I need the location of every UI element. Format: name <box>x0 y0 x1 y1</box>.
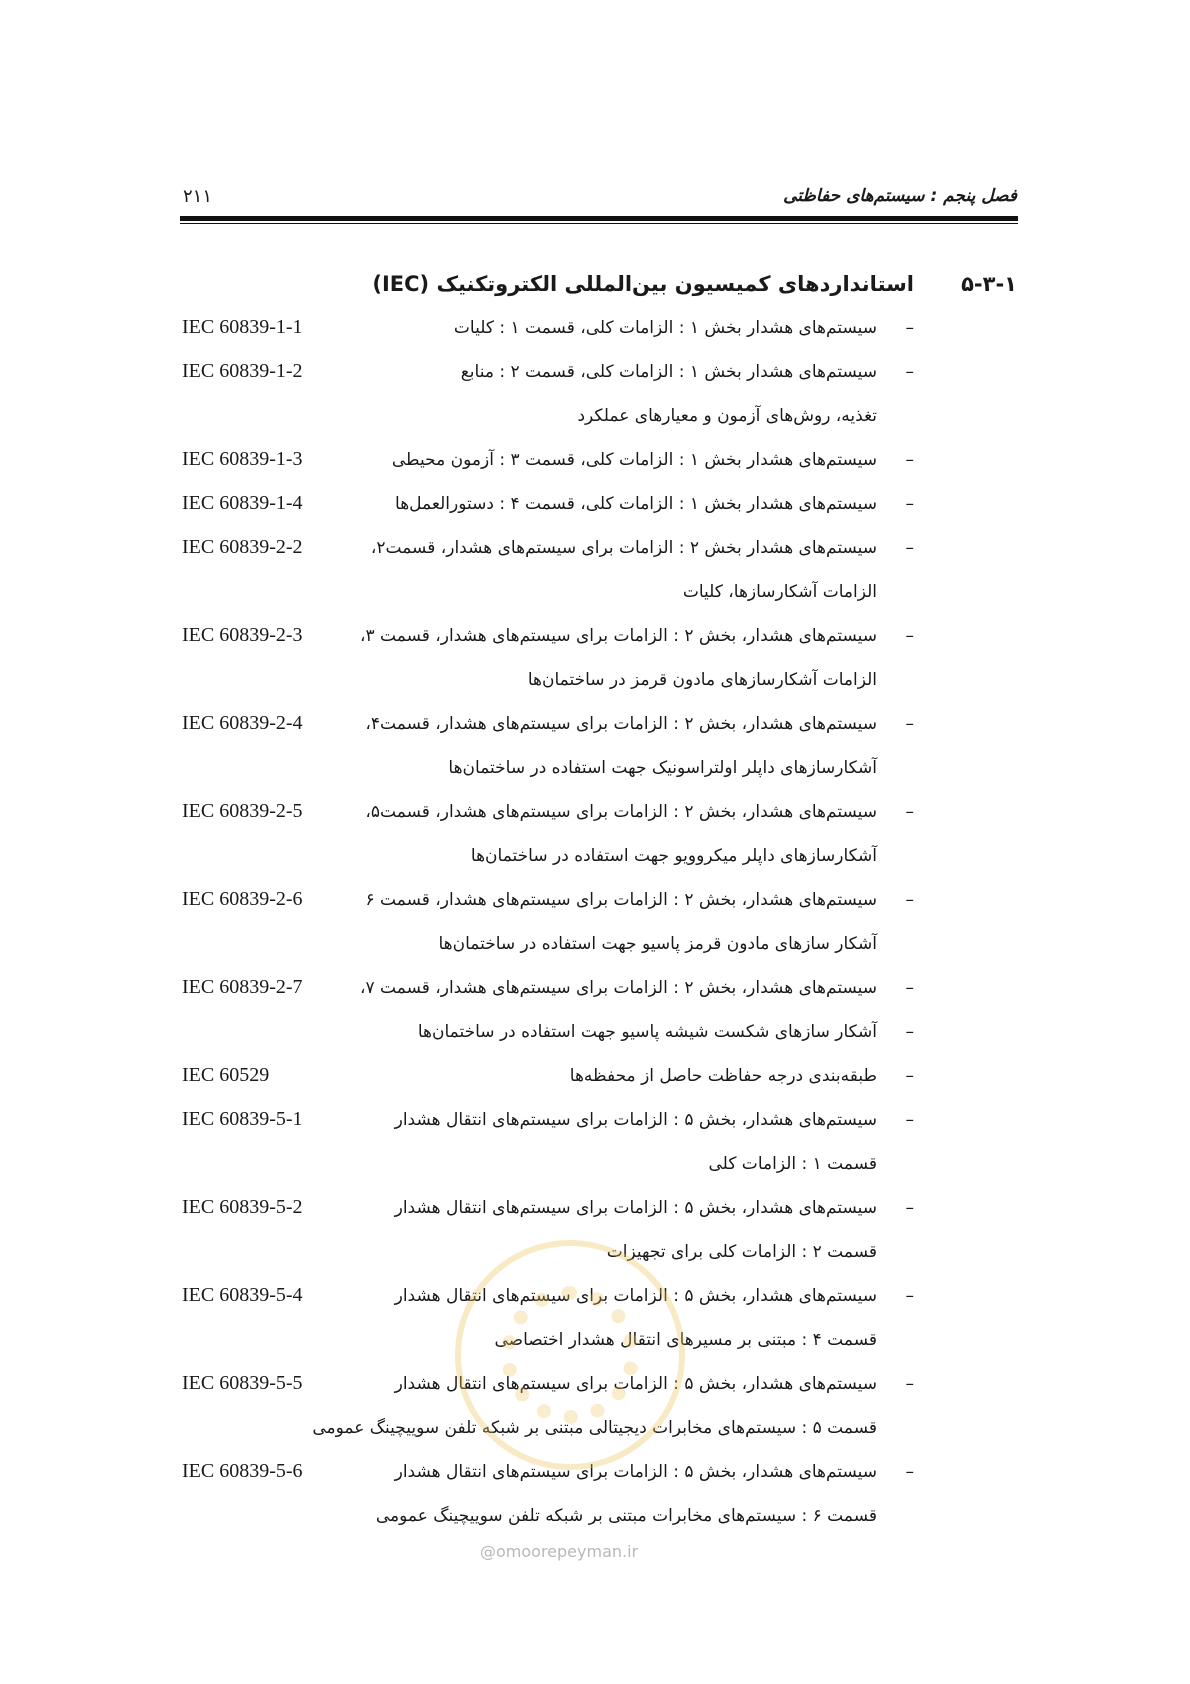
standard-title-line: الزامات آشکارسازهای مادون قرمز در ساختمان‌ها <box>527 670 877 690</box>
standard-title-line: آشکارسازهای داپلر میکروویو جهت استفاده در ساختمان‌ها <box>470 846 877 866</box>
section-number: ۵-۳-۱ <box>961 272 1017 296</box>
watermark-text: @omoorepeyman.ir <box>480 1542 639 1561</box>
standard-title-line: سیستم‌های هشدار، بخش ۲ : الزامات برای سیستم‌های هشدار، قسمت ۳، <box>360 626 877 646</box>
standard-title-line: سیستم‌های هشدار، بخش ۵ : الزامات برای سیستم‌های انتقال هشدار <box>394 1374 877 1394</box>
standard-title-line: سیستم‌های هشدار، بخش ۲ : الزامات برای سیستم‌های هشدار، قسمت۵، <box>365 802 877 822</box>
standard-title-line: قسمت ۶ : سیستم‌های مخابرات مبتنی بر شبکه تلفن سوییچینگ عمومی <box>375 1506 877 1526</box>
standard-code: IEC 60839-2-2 <box>182 536 303 558</box>
list-bullet: – <box>905 538 914 558</box>
standard-title-line: قسمت ۵ : سیستم‌های مخابرات دیجیتالی مبتنی بر شبکه تلفن سوییچینگ عمومی <box>312 1418 877 1438</box>
standard-code: IEC 60839-5-6 <box>182 1460 303 1482</box>
page-number: ۲۱۱ <box>183 186 213 207</box>
standard-title-line: سیستم‌های هشدار بخش ۱ : الزامات کلی، قسمت ۲ : منابع <box>460 362 877 382</box>
header-rule-thick <box>180 216 1018 221</box>
standard-code: IEC 60839-2-4 <box>182 712 303 734</box>
list-bullet: – <box>905 450 914 470</box>
list-bullet: – <box>905 494 914 514</box>
standard-code: IEC 60839-5-5 <box>182 1372 303 1394</box>
list-bullet: – <box>905 362 914 382</box>
standard-title-line: سیستم‌های هشدار، بخش ۵ : الزامات برای سیستم‌های انتقال هشدار <box>394 1462 877 1482</box>
standard-title-line: سیستم‌های هشدار، بخش ۵ : الزامات برای سیستم‌های انتقال هشدار <box>394 1198 877 1218</box>
running-header-title: فصل پنجم : سیستم‌های حفاظتی <box>783 186 1017 206</box>
standard-title-line: سیستم‌های هشدار بخش ۲ : الزامات برای سیستم‌های هشدار، قسمت۲، <box>370 538 877 558</box>
standard-title-line: سیستم‌های هشدار، بخش ۲ : الزامات برای سیستم‌های هشدار، قسمت ۶ <box>365 890 877 910</box>
standard-code: IEC 60839-1-2 <box>182 360 303 382</box>
standard-code: IEC 60839-1-4 <box>182 492 303 514</box>
standard-code: IEC 60839-5-4 <box>182 1284 303 1306</box>
list-bullet: – <box>905 1110 914 1130</box>
list-bullet: – <box>905 1022 914 1042</box>
list-bullet: – <box>905 978 914 998</box>
standard-title-line: سیستم‌های هشدار، بخش ۲ : الزامات برای سیستم‌های هشدار، قسمت ۷، <box>360 978 877 998</box>
standard-title-line: سیستم‌های هشدار، بخش ۵ : الزامات برای سیستم‌های انتقال هشدار <box>394 1110 877 1130</box>
list-bullet: – <box>905 714 914 734</box>
standard-title-line: قسمت ۴ : مبتنی بر مسیرهای انتقال هشدار اختصاصی <box>494 1330 877 1350</box>
standard-title-line: سیستم‌های هشدار بخش ۱ : الزامات کلی، قسمت ۴ : دستورالعمل‌ها <box>395 494 877 514</box>
standard-code: IEC 60529 <box>182 1064 270 1086</box>
standard-title-line: الزامات آشکارسازها، کلیات <box>682 582 877 602</box>
standard-title-line: سیستم‌های هشدار، بخش ۵ : الزامات برای سیستم‌های انتقال هشدار <box>394 1286 877 1306</box>
standard-title-line: سیستم‌های هشدار، بخش ۲ : الزامات برای سیستم‌های هشدار، قسمت۴، <box>365 714 877 734</box>
list-bullet: – <box>905 1198 914 1218</box>
watermark-seal-icon <box>455 1240 685 1470</box>
standard-code: IEC 60839-2-3 <box>182 624 303 646</box>
standard-title-line: سیستم‌های هشدار بخش ۱ : الزامات کلی، قسمت ۳ : آزمون محیطی <box>391 450 877 470</box>
standard-title-line: آشکار سازهای مادون قرمز پاسیو جهت استفاده در ساختمان‌ها <box>438 934 877 954</box>
list-bullet: – <box>905 1286 914 1306</box>
standard-code: IEC 60839-2-7 <box>182 976 303 998</box>
standard-code: IEC 60839-2-5 <box>182 800 303 822</box>
list-bullet: – <box>905 318 914 338</box>
standard-title-line: آشکارسازهای داپلر اولتراسونیک جهت استفاده در ساختمان‌ها <box>448 758 877 778</box>
standard-code: IEC 60839-1-3 <box>182 448 303 470</box>
list-bullet: – <box>905 890 914 910</box>
standard-title-line: سیستم‌های هشدار بخش ۱ : الزامات کلی، قسمت ۱ : کلیات <box>453 318 877 338</box>
list-bullet: – <box>905 802 914 822</box>
standard-title-line: قسمت ۲ : الزامات کلی برای تجهیزات <box>606 1242 877 1262</box>
standard-title-line: قسمت ۱ : الزامات کلی <box>708 1154 877 1174</box>
standard-code: IEC 60839-1-1 <box>182 316 303 338</box>
header-rule-thin <box>180 223 1018 224</box>
list-bullet: – <box>905 626 914 646</box>
standard-code: IEC 60839-2-6 <box>182 888 303 910</box>
standard-title-line: طبقه‌بندی درجه حفاظت حاصل از محفظه‌ها <box>569 1066 877 1086</box>
section-title: استانداردهای کمیسیون بین‌المللی الکتروتکنیک (IEC) <box>372 272 914 296</box>
list-bullet: – <box>905 1066 914 1086</box>
standard-code: IEC 60839-5-1 <box>182 1108 303 1130</box>
standard-title-line: آشکار سازهای شکست شیشه پاسیو جهت استفاده در ساختمان‌ها <box>417 1022 877 1042</box>
list-bullet: – <box>905 1374 914 1394</box>
list-bullet: – <box>905 1462 914 1482</box>
standard-title-line: تغذیه، روش‌های آزمون و معیارهای عملکرد <box>577 406 877 426</box>
standard-code: IEC 60839-5-2 <box>182 1196 303 1218</box>
